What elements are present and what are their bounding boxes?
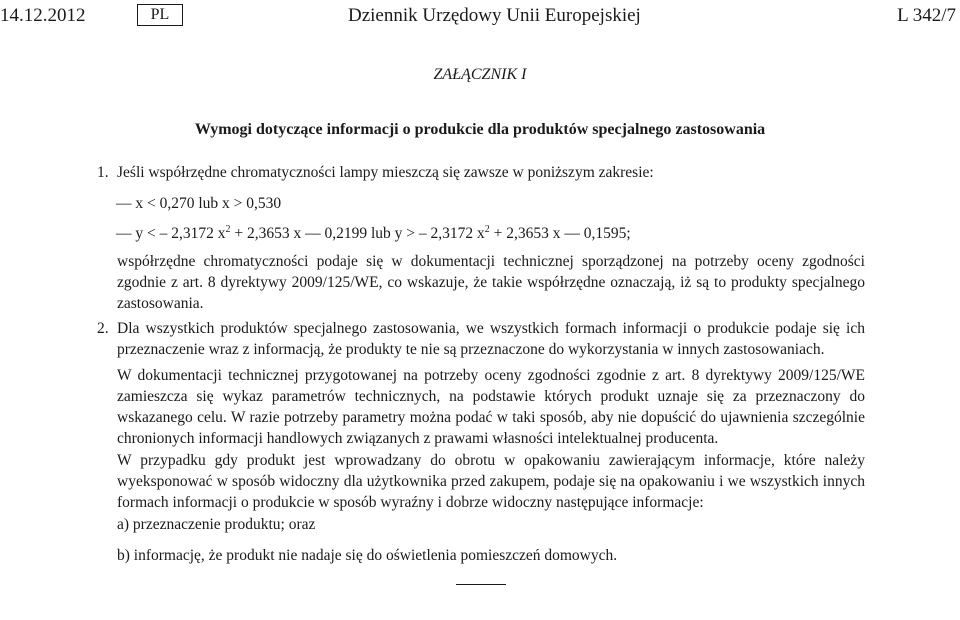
section-2-paragraph-1: Dla wszystkich produktów specjalnego zastosowania, we wszystkich formach informacji o produkcie podaje się ich przeznaczenie wraz z informacją, że produkty te nie są przeznaczone do wykorzystania w innych zastosowaniach. [117, 320, 865, 358]
publication-date: 14.12.2012 [0, 5, 86, 26]
section-1-text: współrzędne chromatyczności podaje się w dokumentacji technicznej sporządzonej na potrzeby oceny zgodności zgodnie z art. 8 dyrektywy 2009/125/WE, co wskazuje, że takie współrzędne oznaczają, iż są to produkty specjalnego zastosowania. [117, 253, 865, 312]
condition-y-part3: + 2,3653 x — 0,1595; [489, 225, 631, 242]
section-1-number: 1. [97, 164, 109, 181]
list-item-a: a) przeznaczenie produktu; oraz [117, 516, 316, 533]
annex-label: ZAŁĄCZNIK I [433, 66, 527, 83]
section-2-paragraph-3: W przypadku gdy produkt jest wprowadzany do obrotu w opakowaniu zawierającym informacje, które należy wyeksponować w sposób widoczny dla użytkownika przed zakupem, podaje się na opakowaniu i we wszystkich innych formach informacji o produkcie w sposób wyraźny i dobrze widoczny następujące informacje: [117, 452, 865, 511]
end-rule [456, 584, 506, 585]
section-1-intro: Jeśli współrzędne chromatyczności lampy mieszczą się zawsze w poniższym zakresie: [117, 164, 654, 181]
exponent-1: 2 [225, 223, 231, 235]
list-item-b: b) informację, że produkt nie nadaje się do oświetlenia pomieszczeń domowych. [117, 547, 618, 564]
page-header [0, 4, 960, 30]
document-title: Wymogi dotyczące informacji o produkcie dla produktów specjalnego zastosowania [194, 121, 766, 138]
page-reference: L 342/7 [897, 5, 956, 26]
section-2-paragraph-2: W dokumentacji technicznej przygotowanej na potrzeby oceny zgodności zgodnie z art. 8 dyrektywy 2009/125/WE zamieszcza się wykaz parametrów technicznych, na podstawie których produkt uznaje się za przeznaczony do wskazanego celu. W razie potrzeby parametry można podać w taki sposób, aby nie dopuścić do ujawnienia szczególnie chronionych informacji handlowych związanych z prawami własności intelektualnej producenta. [117, 367, 865, 447]
condition-y-part1: — y < – 2,3172 x [116, 225, 226, 242]
condition-y [116, 223, 631, 244]
condition-y-part2: + 2,3653 x — 0,2199 lub y > – 2,3172 x [230, 225, 485, 242]
exponent-2: 2 [484, 223, 490, 235]
condition-x: — x < 0,270 lub x > 0,530 [116, 195, 282, 212]
section-2-number: 2. [97, 320, 109, 337]
language-badge: PL [137, 4, 183, 26]
journal-title: Dziennik Urzędowy Unii Europejskiej [348, 5, 641, 26]
